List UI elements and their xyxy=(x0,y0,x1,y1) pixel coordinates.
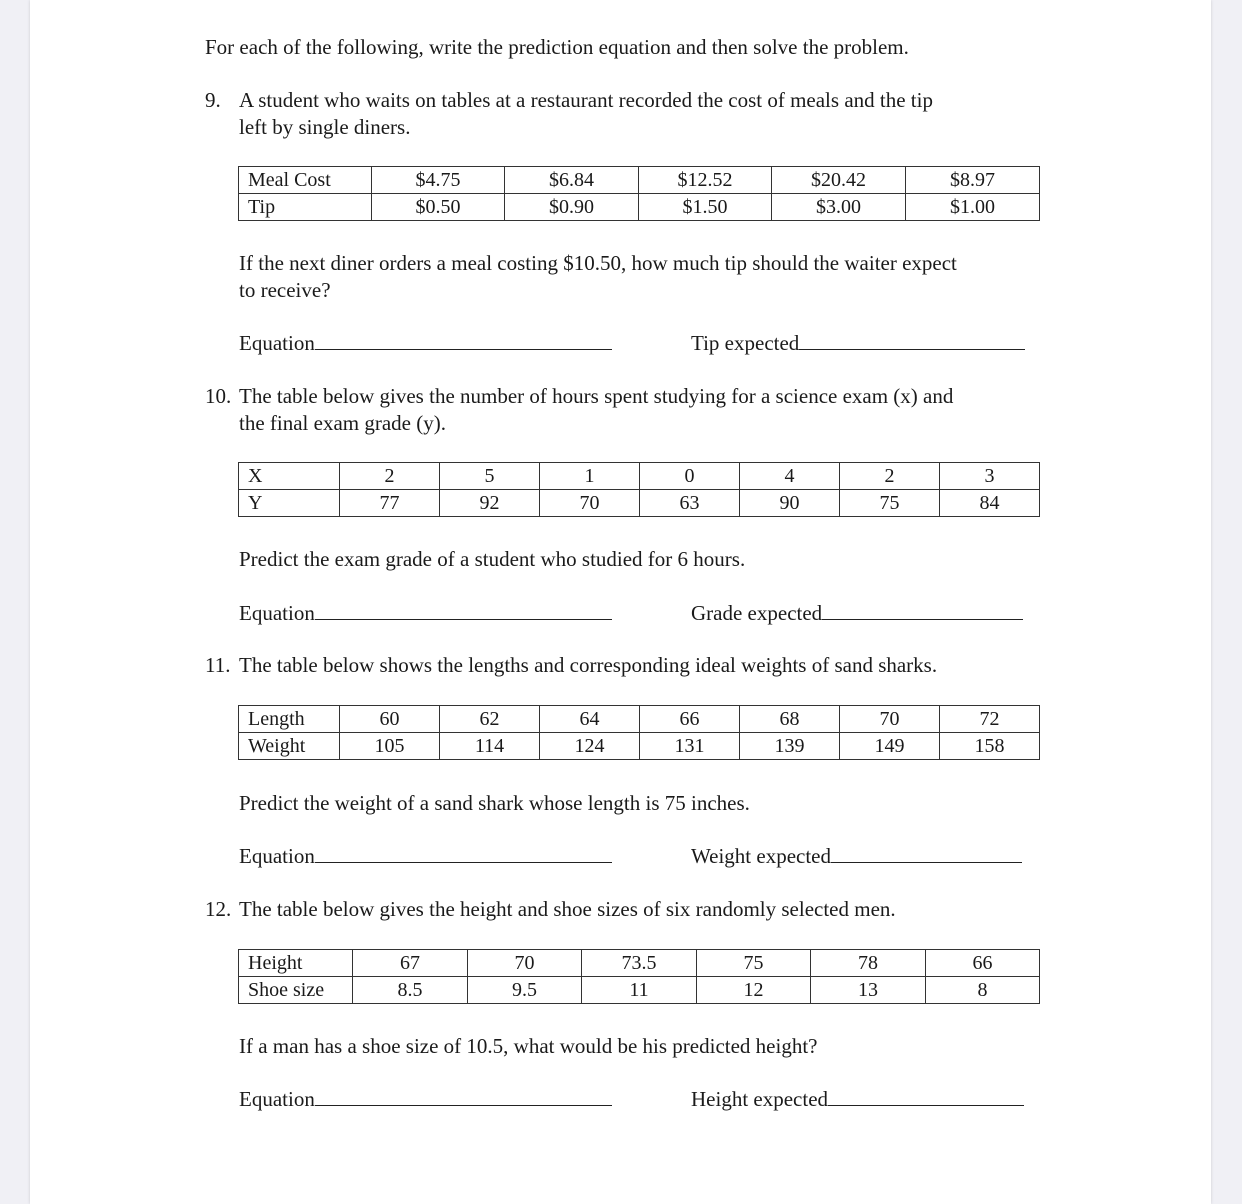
answer-label: Tip expected xyxy=(691,331,800,355)
table-cell: 124 xyxy=(540,733,640,760)
table-cell: 70 xyxy=(840,706,940,733)
answer-label: Grade expected xyxy=(691,601,823,625)
table-cell: 92 xyxy=(440,490,540,517)
problem-9-table xyxy=(238,166,1040,221)
table-cell: 70 xyxy=(468,950,582,977)
problem-9-text-1: A student who waits on tables at a restaurant recorded the cost of meals and the tip xyxy=(239,88,933,112)
table-cell: 9.5 xyxy=(468,977,582,1004)
table-cell: $0.90 xyxy=(505,194,639,221)
table-cell: 62 xyxy=(440,706,540,733)
equation-blank[interactable] xyxy=(315,844,612,863)
equation-blank[interactable] xyxy=(315,331,612,350)
problem-11-number: 11. xyxy=(205,653,231,677)
table-cell: 70 xyxy=(540,490,640,517)
problem-12-question: If a man has a shoe size of 10.5, what would be his predicted height? xyxy=(239,1034,818,1058)
problem-10-text-1: The table below gives the number of hours spent studying for a science exam (x) and xyxy=(239,384,954,408)
row-label: Tip xyxy=(239,194,372,221)
table-cell: 1 xyxy=(540,463,640,490)
problem-10-equation xyxy=(239,600,612,626)
table-cell: $1.50 xyxy=(639,194,772,221)
table-cell: 64 xyxy=(540,706,640,733)
row-label: Shoe size xyxy=(239,977,353,1004)
table-cell: 158 xyxy=(940,733,1040,760)
row-label: Length xyxy=(239,706,340,733)
table-cell: 8 xyxy=(926,977,1040,1004)
table-cell: $3.00 xyxy=(772,194,906,221)
table-cell: 5 xyxy=(440,463,540,490)
table-cell: 63 xyxy=(640,490,740,517)
table-row xyxy=(239,977,1040,1004)
table-cell: 67 xyxy=(353,950,468,977)
table-cell: 77 xyxy=(340,490,440,517)
table-row xyxy=(239,706,1040,733)
table-cell: $0.50 xyxy=(372,194,505,221)
problem-12-answer xyxy=(691,1086,1024,1112)
table-cell: 72 xyxy=(940,706,1040,733)
table-cell: 3 xyxy=(940,463,1040,490)
equation-label: Equation xyxy=(239,601,315,625)
table-cell: 13 xyxy=(811,977,926,1004)
row-label: Weight xyxy=(239,733,340,760)
table-cell: 75 xyxy=(840,490,940,517)
row-label: Meal Cost xyxy=(239,167,372,194)
equation-blank[interactable] xyxy=(315,601,612,620)
problem-10-table xyxy=(238,462,1040,517)
problem-11-question: Predict the weight of a sand shark whose length is 75 inches. xyxy=(239,791,750,815)
problem-9-question-1: If the next diner orders a meal costing $10.50, how much tip should the waiter expect xyxy=(239,251,957,275)
table-cell: 90 xyxy=(740,490,840,517)
row-label: Y xyxy=(239,490,340,517)
instructions: For each of the following, write the prediction equation and then solve the problem. xyxy=(205,35,909,59)
table-cell: 66 xyxy=(640,706,740,733)
table-cell: 75 xyxy=(697,950,811,977)
problem-10-answer xyxy=(691,600,1023,626)
table-cell: 84 xyxy=(940,490,1040,517)
table-cell: $4.75 xyxy=(372,167,505,194)
table-cell: 12 xyxy=(697,977,811,1004)
table-cell: $6.84 xyxy=(505,167,639,194)
answer-label: Height expected xyxy=(691,1087,829,1111)
table-cell: 131 xyxy=(640,733,740,760)
table-cell: 60 xyxy=(340,706,440,733)
problem-10-text-2: the final exam grade (y). xyxy=(239,411,446,435)
table-cell: $8.97 xyxy=(906,167,1040,194)
problem-12-table xyxy=(238,949,1040,1004)
answer-blank[interactable] xyxy=(822,601,1023,620)
problem-11-table xyxy=(238,705,1040,760)
problem-11-text: The table below shows the lengths and corresponding ideal weights of sand sharks. xyxy=(239,653,938,677)
problem-12-text: The table below gives the height and shoe sizes of six randomly selected men. xyxy=(239,897,896,921)
problem-9-text-2: left by single diners. xyxy=(239,115,411,139)
problem-12-number: 12. xyxy=(205,897,232,921)
table-row xyxy=(239,490,1040,517)
table-row xyxy=(239,463,1040,490)
table-row xyxy=(239,733,1040,760)
table-cell: $12.52 xyxy=(639,167,772,194)
problem-9-answer xyxy=(691,330,1025,356)
table-cell: 149 xyxy=(840,733,940,760)
answer-blank[interactable] xyxy=(799,331,1025,350)
table-cell: 105 xyxy=(340,733,440,760)
table-cell: 68 xyxy=(740,706,840,733)
problem-11-answer xyxy=(691,843,1022,869)
table-cell: 8.5 xyxy=(353,977,468,1004)
table-cell: $1.00 xyxy=(906,194,1040,221)
answer-blank[interactable] xyxy=(828,1087,1024,1106)
problem-12-equation xyxy=(239,1086,612,1112)
answer-label: Weight expected xyxy=(691,844,831,868)
table-cell: 73.5 xyxy=(582,950,697,977)
table-row xyxy=(239,950,1040,977)
table-cell: 2 xyxy=(840,463,940,490)
table-row xyxy=(239,194,1040,221)
problem-10-number: 10. xyxy=(205,384,232,408)
equation-label: Equation xyxy=(239,331,315,355)
table-cell: 78 xyxy=(811,950,926,977)
equation-label: Equation xyxy=(239,1087,315,1111)
table-cell: 114 xyxy=(440,733,540,760)
table-cell: $20.42 xyxy=(772,167,906,194)
row-label: X xyxy=(239,463,340,490)
row-label: Height xyxy=(239,950,353,977)
problem-10-question: Predict the exam grade of a student who studied for 6 hours. xyxy=(239,547,746,571)
table-cell: 11 xyxy=(582,977,697,1004)
problem-9-equation xyxy=(239,330,612,356)
equation-blank[interactable] xyxy=(315,1087,612,1106)
problem-9-number: 9. xyxy=(205,88,221,112)
table-cell: 4 xyxy=(740,463,840,490)
answer-blank[interactable] xyxy=(831,844,1022,863)
table-cell: 0 xyxy=(640,463,740,490)
equation-label: Equation xyxy=(239,844,315,868)
problem-11-equation xyxy=(239,843,612,869)
table-cell: 66 xyxy=(926,950,1040,977)
worksheet-page xyxy=(30,0,1211,1204)
table-row xyxy=(239,167,1040,194)
problem-9-question-2: to receive? xyxy=(239,278,331,302)
table-cell: 139 xyxy=(740,733,840,760)
table-cell: 2 xyxy=(340,463,440,490)
